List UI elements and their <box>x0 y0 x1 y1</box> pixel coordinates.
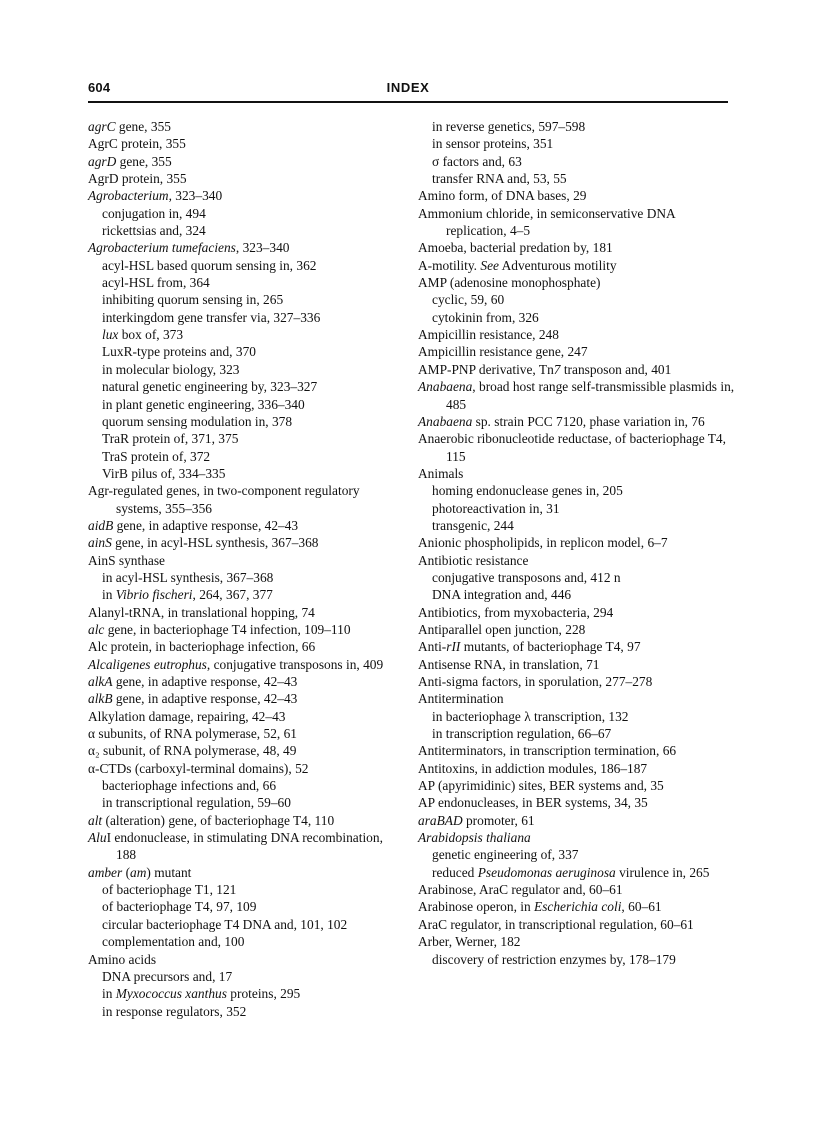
entry-text: gene, in acyl-HSL synthesis, 367–368 <box>111 535 319 551</box>
entry-text: , conjugative transposons in, 409 <box>206 656 384 672</box>
entry-text: natural genetic engineering by, 323–327 <box>102 379 318 395</box>
entry-text: in sensor proteins, 351 <box>432 136 554 152</box>
index-subentry <box>88 326 406 343</box>
entry-text: in response regulators, 352 <box>102 1003 247 1019</box>
index-entry <box>418 378 736 413</box>
entry-text: Animals <box>418 465 464 481</box>
entry-text: quorum sensing modulation in, 378 <box>102 413 293 429</box>
entry-text: Agrobacterium tumefaciens <box>88 240 236 256</box>
index-entry <box>418 430 736 465</box>
index-subentry <box>88 898 406 915</box>
index-entry <box>88 742 406 759</box>
index-subentry <box>418 153 736 170</box>
entry-text: AP (apyrimidinic) sites, BER systems and, 35 <box>418 778 664 794</box>
entry-text: Arabinose operon, in <box>418 899 535 915</box>
index-entry <box>418 916 736 933</box>
index-subentry <box>418 309 736 326</box>
entry-text: virulence in, 265 <box>615 864 710 880</box>
index-entry <box>418 742 736 759</box>
index-entry <box>88 951 406 968</box>
index-subentry <box>418 864 736 881</box>
index-subentry <box>418 118 736 135</box>
entry-text: transfer RNA and, 53, 55 <box>432 171 567 187</box>
entry-text: I endonuclease, in stimulating DNA recombination, 188 <box>106 830 383 863</box>
entry-text: genetic engineering of, 337 <box>432 847 579 863</box>
entry-text: conjugation in, 494 <box>102 205 206 221</box>
entry-text: AinS synthase <box>88 552 165 568</box>
index-entry <box>88 135 406 152</box>
index-subentry <box>88 448 406 465</box>
entry-text: Escherichia coli <box>534 899 622 915</box>
index-entry <box>418 604 736 621</box>
entry-text: AMP-PNP derivative, Tn <box>418 361 554 377</box>
entry-text: α-CTDs (carboxyl-terminal domains), 52 <box>88 760 309 776</box>
index-entry <box>418 239 736 256</box>
index-entry <box>418 777 736 794</box>
entry-text: homing endonuclease genes in, 205 <box>432 483 623 499</box>
entry-text: sp. strain PCC 7120, phase variation in, 76 <box>472 413 705 429</box>
index-subentry <box>418 569 736 586</box>
index-subentry <box>418 846 736 863</box>
entry-text: gene, in bacteriophage T4 infection, 109–110 <box>104 621 351 637</box>
entry-text: in bacteriophage λ transcription, 132 <box>432 708 629 724</box>
entry-text: , broad host range self-transmissible plasmids in, 485 <box>446 379 735 412</box>
index-entry <box>418 881 736 898</box>
index-column-right <box>418 118 736 968</box>
index-entry <box>418 656 736 673</box>
entry-text: lux <box>102 327 119 343</box>
entry-text: TraS protein of, 372 <box>102 448 211 464</box>
entry-text: , 60–61 <box>621 899 662 915</box>
index-subentry <box>88 361 406 378</box>
entry-text: Pseudomonas aeruginosa <box>477 864 616 880</box>
entry-text: gene, in adaptive response, 42–43 <box>112 691 298 707</box>
index-entry <box>418 534 736 551</box>
index-subentry <box>88 465 406 482</box>
entry-text: acyl-HSL based quorum sensing in, 362 <box>102 257 317 273</box>
entry-text: alc <box>88 621 105 637</box>
entry-text: alt <box>88 812 103 828</box>
entry-text: Antisense RNA, in translation, 71 <box>418 656 600 672</box>
entry-text: rickettsias and, 324 <box>102 223 206 239</box>
entry-text: alkB <box>88 691 113 707</box>
index-entry <box>88 812 406 829</box>
entry-text: Amoeba, bacterial predation by, 181 <box>418 240 613 256</box>
index-entry <box>88 725 406 742</box>
entry-text: Alc protein, in bacteriophage infection, 66 <box>88 639 316 655</box>
index-subentry <box>418 725 736 742</box>
entry-text: circular bacteriophage T4 DNA and, 101, 102 <box>102 916 348 932</box>
entry-text: interkingdom gene transfer via, 327–336 <box>102 309 321 325</box>
entry-text: agrC <box>88 119 116 134</box>
entry-text: Arabidopsis thaliana <box>418 830 531 846</box>
index-entry <box>418 465 736 482</box>
entry-text: 7 <box>553 361 561 377</box>
header-rule <box>88 101 728 103</box>
entry-text: Anabaena <box>418 379 473 395</box>
entry-text: Antitoxins, in addiction modules, 186–187 <box>418 760 648 776</box>
entry-text: TraR protein of, 371, 375 <box>102 431 239 447</box>
index-subentry <box>88 968 406 985</box>
index-entry <box>418 898 736 915</box>
entry-text: AraC regulator, in transcriptional regulation, 60–61 <box>418 916 694 932</box>
entry-text: bacteriophage infections and, 66 <box>102 778 277 794</box>
entry-text: VirB pilus of, 334–335 <box>102 465 226 481</box>
entry-text: Vibrio fischeri <box>115 587 193 603</box>
running-head: INDEX <box>386 80 430 95</box>
entry-text: acyl-HSL from, 364 <box>102 275 210 291</box>
index-subentry <box>88 413 406 430</box>
index-subentry <box>418 951 736 968</box>
entry-text: Ampicillin resistance gene, 247 <box>418 344 588 360</box>
index-entry <box>88 517 406 534</box>
index-subentry <box>88 222 406 239</box>
index-entry <box>418 829 736 846</box>
index-entry <box>88 829 406 864</box>
entry-text: box of, 373 <box>118 327 184 343</box>
index-entry <box>418 760 736 777</box>
entry-text: Antiparallel open junction, 228 <box>418 621 586 637</box>
entry-text: in molecular biology, 323 <box>102 361 240 377</box>
entry-text: cyclic, 59, 60 <box>432 292 505 308</box>
index-subentry <box>418 135 736 152</box>
index-entry <box>88 187 406 204</box>
index-column-left <box>88 118 406 1020</box>
entry-text: ainS <box>88 535 112 551</box>
entry-text: in <box>102 587 116 603</box>
entry-text: Alu <box>88 830 107 846</box>
index-subentry <box>88 569 406 586</box>
index-subentry <box>88 777 406 794</box>
page-number: 604 <box>88 80 111 95</box>
entry-text: DNA integration and, 446 <box>432 587 572 603</box>
entry-text: gene, in adaptive response, 42–43 <box>113 517 299 533</box>
entry-text: rII <box>446 639 461 655</box>
index-subentry <box>88 985 406 1002</box>
entry-text: am <box>130 864 147 880</box>
index-subentry <box>418 482 736 499</box>
index-entry <box>418 205 736 240</box>
entry-text: Amino acids <box>88 951 157 967</box>
index-entry <box>418 274 736 291</box>
index-entry <box>418 187 736 204</box>
entry-text: transgenic, 244 <box>432 517 514 533</box>
entry-text: discovery of restriction enzymes by, 178–179 <box>432 951 676 967</box>
entry-text: conjugative transposons and, 412 n <box>432 569 621 585</box>
entry-text: Arabinose, AraC regulator and, 60–61 <box>418 882 623 898</box>
entry-text: gene, 355 <box>115 119 171 134</box>
index-entry <box>418 621 736 638</box>
index-subentry <box>88 274 406 291</box>
entry-text: Antibiotic resistance <box>418 552 529 568</box>
entry-text: Amino form, of DNA bases, 29 <box>418 188 587 204</box>
entry-text: transposon and, 401 <box>560 361 672 377</box>
index-subentry <box>88 430 406 447</box>
entry-text: promoter, 61 <box>462 812 535 828</box>
entry-text: in <box>102 986 116 1002</box>
index-subentry <box>88 309 406 326</box>
entry-text: Agr-regulated genes, in two-component regulatory systems, 355–356 <box>88 483 360 516</box>
index-entry <box>418 794 736 811</box>
index-subentry <box>418 291 736 308</box>
entry-text: in acyl-HSL synthesis, 367–368 <box>102 569 274 585</box>
entry-text: σ factors and, 63 <box>432 153 522 169</box>
index-entry <box>418 361 736 378</box>
entry-text: proteins, 295 <box>226 986 301 1002</box>
entry-text: in transcription regulation, 66–67 <box>432 726 612 742</box>
index-subentry <box>418 708 736 725</box>
index-entry <box>88 760 406 777</box>
index-entry <box>418 690 736 707</box>
entry-text: gene, in adaptive response, 42–43 <box>112 674 298 689</box>
entry-text: Adventurous motility <box>498 257 617 273</box>
entry-text: Antibiotics, from myxobacteria, 294 <box>418 604 614 620</box>
entry-text: Ammonium chloride, in semiconservative DNA replication, 4–5 <box>418 205 675 239</box>
entry-text: in reverse genetics, 597–598 <box>432 119 586 134</box>
entry-text: AMP (adenosine monophosphate) <box>418 275 601 291</box>
entry-text: ) mutant <box>146 864 192 880</box>
index-entry <box>418 343 736 360</box>
entry-text: α₂ subunit, of RNA polymerase, 48, 49 <box>88 743 297 759</box>
entry-text: A-motility. <box>418 257 481 273</box>
entry-text: AgrD protein, 355 <box>88 171 187 187</box>
index-entry <box>418 413 736 430</box>
entry-text: Antitermination <box>418 691 504 707</box>
index-entry <box>88 153 406 170</box>
entry-text: Alcaligenes eutrophus <box>88 656 207 672</box>
entry-text: α subunits, of RNA polymerase, 52, 61 <box>88 726 297 742</box>
index-subentry <box>88 916 406 933</box>
index-subentry <box>88 257 406 274</box>
entry-text: , 264, 367, 377 <box>192 587 273 603</box>
entry-text: , 323–340 <box>168 188 223 204</box>
entry-text: AgrC protein, 355 <box>88 136 186 152</box>
page-header <box>88 80 728 98</box>
entry-text: Anabaena <box>418 413 473 429</box>
entry-text: Alkylation damage, repairing, 42–43 <box>88 708 286 724</box>
entry-text: agrD <box>88 153 117 169</box>
index-entry <box>88 118 406 135</box>
entry-text: Anionic phospholipids, in replicon model, 6–7 <box>418 535 668 551</box>
index-subentry <box>88 205 406 222</box>
entry-text: amber <box>88 864 123 880</box>
entry-text: gene, 355 <box>116 153 172 169</box>
entry-text: DNA precursors and, 17 <box>102 968 233 984</box>
entry-text: inhibiting quorum sensing in, 265 <box>102 292 284 308</box>
entry-text: mutants, of bacteriophage T4, 97 <box>460 639 641 655</box>
index-subentry <box>88 291 406 308</box>
index-subentry <box>88 794 406 811</box>
entry-text: See <box>480 257 499 273</box>
index-entry <box>418 326 736 343</box>
entry-text: Arber, Werner, 182 <box>418 934 521 950</box>
index-subentry <box>88 396 406 413</box>
index-subentry <box>418 170 736 187</box>
index-entry <box>88 690 406 707</box>
index-entry <box>88 170 406 187</box>
entry-text: of bacteriophage T4, 97, 109 <box>102 899 257 915</box>
entry-text: alkA <box>88 674 113 689</box>
entry-text: AP endonucleases, in BER systems, 34, 35 <box>418 795 648 811</box>
index-entry <box>88 552 406 569</box>
index-subentry <box>88 881 406 898</box>
entry-text: aidB <box>88 517 114 533</box>
entry-text: reduced <box>432 864 478 880</box>
entry-text: photoreactivation in, 31 <box>432 500 560 516</box>
entry-text: ( <box>122 864 131 880</box>
entry-text: LuxR-type proteins and, 370 <box>102 344 256 360</box>
index-subentry <box>88 933 406 950</box>
index-entry <box>88 534 406 551</box>
index-subentry <box>418 500 736 517</box>
index-entry <box>418 638 736 655</box>
entry-text: Anaerobic ribonucleotide reductase, of bacteriophage T4, 115 <box>418 431 726 464</box>
entry-text: Myxococcus xanthus <box>115 986 227 1002</box>
index-subentry <box>88 586 406 603</box>
index-entry <box>88 604 406 621</box>
entry-text: Antiterminators, in transcription termination, 66 <box>418 743 677 759</box>
entry-text: Ampicillin resistance, 248 <box>418 327 559 343</box>
entry-text: in plant genetic engineering, 336–340 <box>102 396 305 412</box>
entry-text: araBAD <box>418 812 463 828</box>
index-entry <box>418 933 736 950</box>
entry-text: Anti-sigma factors, in sporulation, 277–278 <box>418 674 653 689</box>
entry-text: , 323–340 <box>235 240 290 256</box>
index-subentry <box>88 1003 406 1020</box>
index-entry <box>418 673 736 690</box>
index-entry <box>418 812 736 829</box>
index-entry <box>88 708 406 725</box>
entry-text: Anti- <box>418 639 447 655</box>
index-entry <box>88 673 406 690</box>
entry-text: cytokinin from, 326 <box>432 309 539 325</box>
index-entry <box>88 482 406 517</box>
entry-text: (alteration) gene, of bacteriophage T4, 110 <box>102 812 335 828</box>
index-subentry <box>88 378 406 395</box>
index-entry <box>418 257 736 274</box>
entry-text: complementation and, 100 <box>102 934 245 950</box>
entry-text: of bacteriophage T1, 121 <box>102 882 237 898</box>
index-entry <box>88 638 406 655</box>
index-entry <box>88 656 406 673</box>
index-subentry <box>88 343 406 360</box>
index-entry <box>88 239 406 256</box>
index-entry <box>418 552 736 569</box>
entry-text: Alanyl-tRNA, in translational hopping, 74 <box>88 604 315 620</box>
index-entry <box>88 621 406 638</box>
index-entry <box>88 864 406 881</box>
entry-text: Agrobacterium <box>88 188 169 204</box>
index-subentry <box>418 586 736 603</box>
entry-text: in transcriptional regulation, 59–60 <box>102 795 291 811</box>
index-subentry <box>418 517 736 534</box>
